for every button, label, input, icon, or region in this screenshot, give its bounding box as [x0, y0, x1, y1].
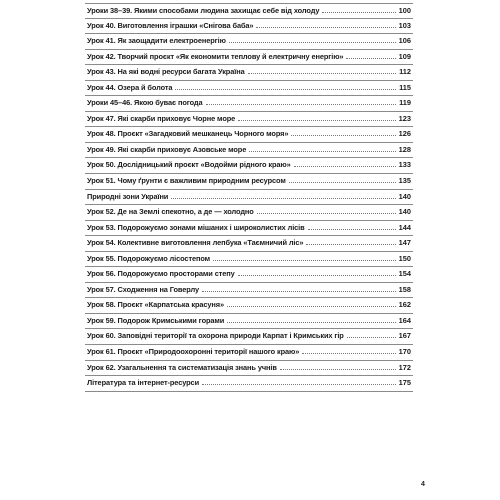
- toc-entry-title: Урок 47. Які скарби приховує Чорне море: [87, 113, 236, 123]
- toc-entry-page: 158: [398, 284, 411, 294]
- toc-leader-dots: [202, 291, 396, 292]
- toc-entry-title: Урок 55. Подорожуємо лісостепом: [87, 253, 211, 263]
- toc-entry-title: Урок 43. На які водні ресурси багата Україна: [87, 67, 245, 77]
- toc-entry-title: Уроки 38–39. Якими способами людина захищає себе від холоду: [87, 6, 320, 15]
- toc-leader-dots: [256, 27, 396, 28]
- toc-entry-page: 103: [398, 20, 411, 30]
- toc-entry: [85, 267, 413, 283]
- toc-entry: [85, 361, 413, 377]
- toc-leader-dots: [248, 73, 396, 74]
- table-of-contents: [85, 3, 413, 392]
- toc-entry-title: Урок 61. Проєкт «Природоохоронні території нашого краю»: [87, 347, 300, 357]
- toc-entry-title: Урок 40. Виготовлення іграшки «Снігова баба»: [87, 20, 254, 30]
- toc-entry: [85, 81, 413, 97]
- toc-entry-title: Урок 56. Подорожуємо просторами степу: [87, 269, 235, 279]
- toc-leader-dots: [346, 58, 396, 59]
- toc-entry-page: 172: [398, 362, 411, 372]
- toc-entry-title: Урок 44. Озера й болота: [87, 82, 173, 92]
- toc-entry: [85, 190, 413, 206]
- toc-entry-page: 123: [398, 113, 411, 123]
- toc-entry-title: Література та інтернет-ресурси: [87, 378, 200, 388]
- toc-leader-dots: [289, 182, 396, 183]
- toc-entry: [85, 112, 413, 128]
- toc-entry-page: 115: [399, 82, 411, 92]
- toc-entry: [85, 252, 413, 268]
- toc-entry: [85, 236, 413, 252]
- toc-entry: [85, 376, 413, 392]
- toc-leader-dots: [322, 12, 396, 13]
- toc-leader-dots: [175, 89, 396, 90]
- toc-entry-title: Урок 59. Подорож Кримськими горами: [87, 315, 225, 325]
- toc-entry: [85, 158, 413, 174]
- toc-leader-dots: [294, 166, 396, 167]
- toc-entry-page: 147: [398, 238, 411, 248]
- toc-entry-page: 154: [398, 269, 411, 279]
- toc-leader-dots: [227, 306, 396, 307]
- toc-leader-dots: [308, 229, 396, 230]
- toc-entry: [85, 314, 413, 330]
- toc-entry-page: 106: [398, 36, 411, 46]
- toc-entry: [85, 174, 413, 190]
- toc-entry-page: 109: [398, 51, 411, 61]
- toc-entry: [85, 205, 413, 221]
- toc-entry-title: Урок 49. Які скарби приховує Азовське море: [87, 144, 247, 154]
- toc-leader-dots: [202, 384, 396, 385]
- toc-entry-page: 162: [398, 300, 411, 310]
- toc-entry-page: 126: [398, 129, 411, 139]
- toc-entry-page: 170: [398, 347, 411, 357]
- toc-entry-page: 128: [398, 144, 411, 154]
- toc-entry-page: 100: [398, 6, 411, 15]
- toc-entry: [85, 283, 413, 299]
- toc-entry-title: Урок 54. Колективне виготовлення лепбука «Таємничий ліс»: [87, 238, 304, 248]
- toc-leader-dots: [238, 120, 396, 121]
- toc-leader-dots: [291, 135, 396, 136]
- page-number: 4: [421, 481, 425, 488]
- toc-leader-dots: [229, 42, 396, 43]
- toc-leader-dots: [213, 260, 396, 261]
- toc-entry-title: Урок 62. Узагальнення та систематизація знань учнів: [87, 362, 277, 372]
- toc-entry-title: Урок 52. Де на Землі спекотно, а де — холодно: [87, 207, 254, 217]
- toc-leader-dots: [347, 337, 396, 338]
- toc-entry-page: 140: [398, 207, 411, 217]
- toc-entry-title: Урок 58. Проєкт «Карпатська красуня»: [87, 300, 224, 310]
- toc-leader-dots: [280, 369, 396, 370]
- toc-entry-page: 133: [398, 160, 411, 170]
- toc-entry: [85, 3, 413, 19]
- toc-leader-dots: [171, 198, 396, 199]
- toc-entry: [85, 19, 413, 35]
- toc-leader-dots: [206, 104, 396, 105]
- toc-entry-page: 144: [398, 222, 411, 232]
- toc-entry-page: 164: [398, 315, 411, 325]
- toc-entry-title: Природні зони України: [87, 191, 169, 201]
- toc-entry-page: 135: [398, 176, 411, 186]
- toc-entry: [85, 345, 413, 361]
- toc-entry-title: Урок 41. Як заощадити електроенергію: [87, 36, 226, 46]
- toc-entry-page: 150: [398, 253, 411, 263]
- toc-leader-dots: [306, 244, 396, 245]
- toc-entry: [85, 50, 413, 66]
- toc-entry-title: Урок 48. Проєкт «Загадковий мешканець Чорного моря»: [87, 129, 289, 139]
- toc-entry-title: Урок 51. Чому ґрунти є важливим природним ресурсом: [87, 176, 286, 186]
- toc-entry-title: Урок 57. Сходження на Говерлу: [87, 284, 199, 294]
- toc-entry-page: 175: [398, 378, 411, 388]
- toc-entry: [85, 127, 413, 143]
- toc-entry-page: 140: [398, 191, 411, 201]
- toc-entry-page: 112: [399, 67, 411, 77]
- toc-entry: [85, 65, 413, 81]
- toc-entry: [85, 221, 413, 237]
- toc-leader-dots: [302, 353, 396, 354]
- toc-entry-page: 119: [399, 98, 411, 108]
- toc-leader-dots: [227, 322, 396, 323]
- toc-leader-dots: [238, 275, 396, 276]
- toc-entry-title: Уроки 45–46. Якою буває погода: [87, 98, 203, 108]
- toc-entry-title: Урок 50. Дослідницький проєкт «Водойми рідного краю»: [87, 160, 291, 170]
- toc-leader-dots: [249, 151, 396, 152]
- toc-entry: [85, 298, 413, 314]
- toc-entry: [85, 329, 413, 345]
- toc-entry-title: Урок 60. Заповідні території та охорона природи Карпат і Кримських гір: [87, 331, 344, 341]
- toc-entry-title: Урок 53. Подорожуємо зонами мішаних і широколистих лісів: [87, 222, 305, 232]
- toc-entry: [85, 34, 413, 50]
- toc-entry: [85, 143, 413, 159]
- toc-entry-page: 167: [398, 331, 411, 341]
- toc-entry: [85, 96, 413, 112]
- toc-leader-dots: [257, 213, 396, 214]
- toc-entry-title: Урок 42. Творчий проєкт «Як економити теплову й електричну енергію»: [87, 51, 344, 61]
